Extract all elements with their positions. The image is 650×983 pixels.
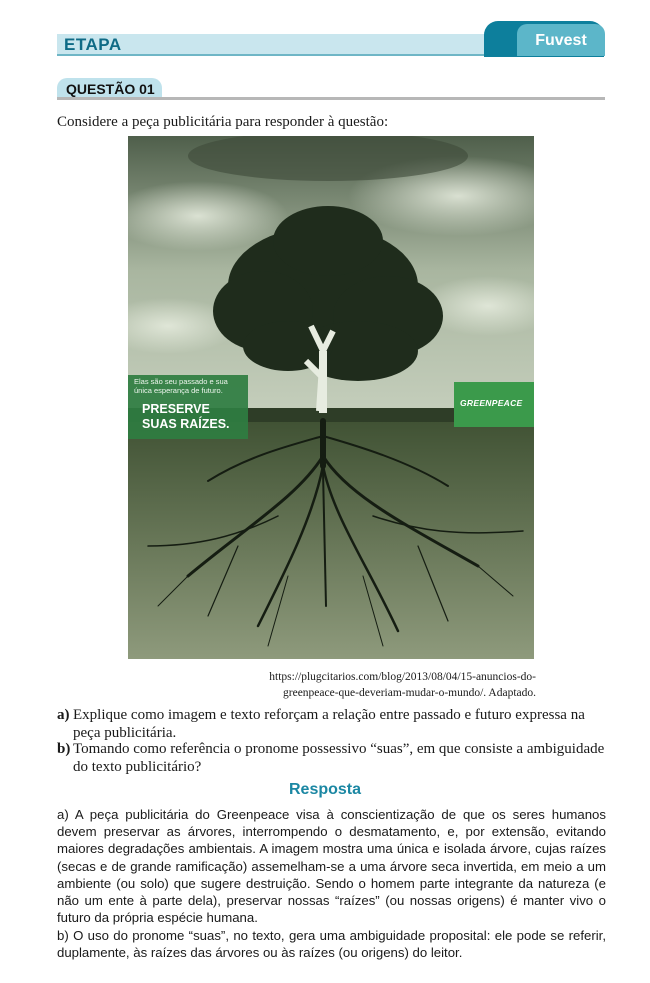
image-source [240, 670, 536, 701]
advertisement-image [128, 136, 534, 659]
item-text: Explique como imagem e texto reforçam a relação entre passado e futuro expressa na peça publicitária. [73, 707, 585, 741]
answer-paragraph-b: b) O uso do pronome “suas”, no texto, gera uma ambiguidade proposital: ele pode se referir, duplamente, às raízes das árvores ou às raízes (ou origens) do leitor. [57, 928, 606, 961]
ad-headline-line1: PRESERVE [142, 402, 210, 416]
item-text: Tomando como referência o pronome possessivo “suas”, em que consiste a ambiguidade do texto publicitário? [73, 741, 605, 775]
greenpeace-logo: GREENPEACE [460, 398, 523, 408]
exam-tab: Fuvest [517, 24, 605, 56]
question-intro: Considere a peça publicitária para responder à questão: [57, 114, 389, 130]
ad-headline [142, 402, 247, 432]
ad-subtext-line2: única esperança de futuro. [134, 386, 223, 395]
header-bar [57, 34, 517, 56]
brand-logo: ETAPA [64, 35, 122, 54]
answer-paragraph-a: a) A peça publicitária do Greenpeace visa à conscientização de que os seres humanos devem preservar as árvores, interrompendo o desmatamento, e, por extensão, evitando maiores degradações ambientais. A imagem mostra uma única e isolada árvore, cujas raízes (secas e de grande ramificação) assemelham-se a uma árvore seca invertida, em meio a um ambiente (ou solo) que sugere destruição. Sendo o homem parte integrante da natureza (e não um ente à parte dela), preservar nossas “raízes” (ou nossas origens) é manter vivo o futuro da própria espécie humana. [57, 807, 606, 926]
ad-subtext [134, 377, 246, 395]
source-line1: https://plugcitarios.com/blog/2013/08/04/15-anuncios-do- [269, 671, 536, 683]
ad-subtext-line1: Elas são seu passado e sua [134, 377, 228, 386]
question-label: QUESTÃO 01 [66, 81, 155, 97]
ad-headline-line2: SUAS RAÍZES. [142, 417, 230, 431]
item-label: b) [57, 741, 71, 757]
question-divider [57, 97, 605, 100]
item-label: a) [57, 707, 70, 723]
source-line2: greenpeace-que-deveriam-mudar-o-mundo/. Adaptado. [283, 686, 536, 699]
answer-title: Resposta [288, 781, 362, 798]
